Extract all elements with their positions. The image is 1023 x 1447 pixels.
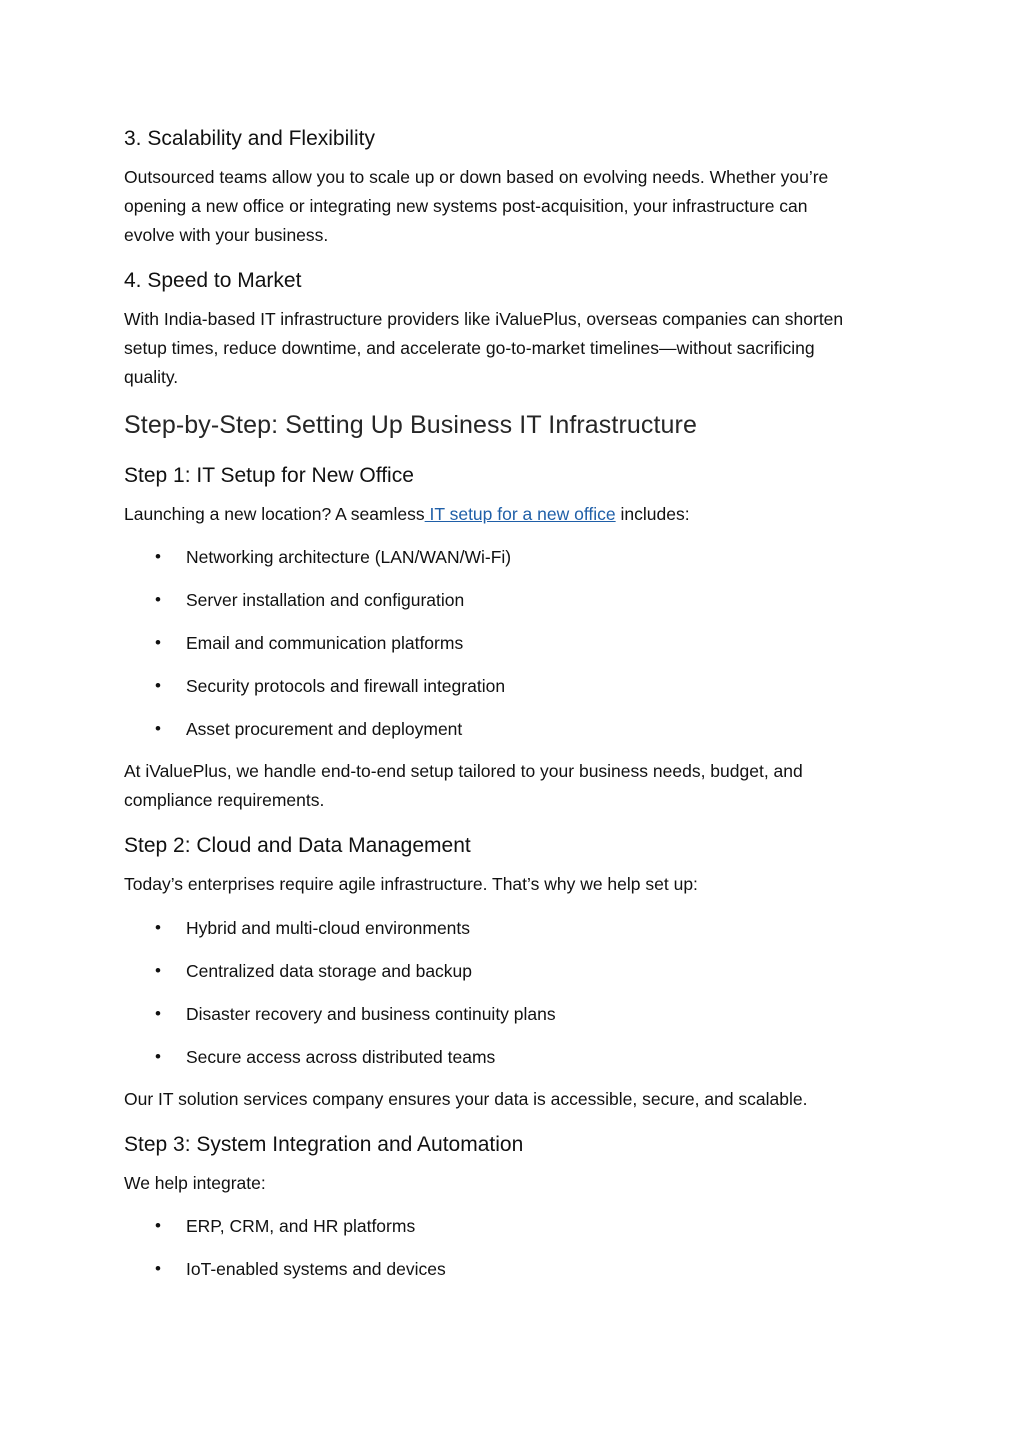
it-setup-link[interactable]: IT setup for a new office: [424, 504, 616, 524]
list-item-text: Asset procurement and deployment: [186, 719, 463, 739]
list-item: [155, 1044, 496, 1070]
step2-intro: Today’s enterprises require agile infrastructure. That’s why we help set up:: [124, 874, 698, 894]
list-item: [155, 1001, 556, 1027]
step1-intro-text: Launching a new location? A seamless: [124, 504, 425, 524]
list-item-text: Centralized data storage and backup: [186, 961, 473, 981]
step2-outro: Our IT solution services company ensures your data is accessible, secure, and scalable.: [124, 1089, 808, 1109]
paragraph-line: quality.: [124, 367, 179, 387]
bullet-icon: •: [155, 1004, 161, 1023]
list-item: [155, 1256, 446, 1282]
list-item-text: Security protocols and firewall integration: [186, 676, 506, 696]
step1-intro-suffix: includes:: [615, 504, 690, 524]
step1-intro: [124, 500, 904, 529]
paragraph-line: Outsourced teams allow you to scale up or down based on evolving needs. Whether you’re: [124, 167, 829, 187]
list-item-text: ERP, CRM, and HR platforms: [186, 1216, 416, 1236]
paragraph-line: opening a new office or integrating new systems post-acquisition, your infrastructure can: [124, 196, 808, 216]
list-item-text: IoT-enabled systems and devices: [186, 1259, 446, 1279]
paragraph-line: With India-based IT infrastructure providers like iValuePlus, overseas companies can shorten: [124, 309, 844, 329]
bullet-icon: •: [155, 1259, 161, 1278]
paragraph-line: At iValuePlus, we handle end-to-end setup tailored to your business needs, budget, and: [124, 761, 803, 781]
paragraph-line: setup times, reduce downtime, and accelerate go-to-market timelines—without sacrificing: [124, 338, 815, 358]
list-item: [155, 958, 473, 984]
paragraph-line: evolve with your business.: [124, 225, 329, 245]
step2-heading: Step 2: Cloud and Data Management: [124, 834, 471, 857]
list-item-text: Hybrid and multi-cloud environments: [186, 918, 471, 938]
bullet-icon: •: [155, 590, 161, 609]
list-item: [155, 587, 465, 613]
list-item: [155, 544, 512, 570]
bullet-icon: •: [155, 961, 161, 980]
list-item-text: Disaster recovery and business continuity plans: [186, 1004, 556, 1024]
list-item-text: Secure access across distributed teams: [186, 1047, 496, 1067]
list-item-text: Email and communication platforms: [186, 633, 464, 653]
list-item: [155, 915, 471, 941]
bullet-icon: •: [155, 918, 161, 937]
section-heading-speed: 4. Speed to Market: [124, 269, 302, 292]
guide-heading: Step-by-Step: Setting Up Business IT Infrastructure: [124, 411, 697, 439]
bullet-icon: •: [155, 547, 161, 566]
list-item: [155, 716, 463, 742]
step3-heading: Step 3: System Integration and Automation: [124, 1133, 524, 1156]
bullet-icon: •: [155, 633, 161, 652]
bullet-icon: •: [155, 676, 161, 695]
bullet-icon: •: [155, 1047, 161, 1066]
bullet-icon: •: [155, 1216, 161, 1235]
paragraph-line: compliance requirements.: [124, 790, 325, 810]
bullet-icon: •: [155, 719, 161, 738]
list-item-text: Server installation and configuration: [186, 590, 465, 610]
list-item: [155, 673, 506, 699]
list-item: [155, 630, 464, 656]
section-heading-scalability: 3. Scalability and Flexibility: [124, 127, 375, 150]
step1-heading: Step 1: IT Setup for New Office: [124, 464, 414, 487]
list-item: [155, 1213, 416, 1239]
step3-intro: We help integrate:: [124, 1173, 266, 1193]
list-item-text: Networking architecture (LAN/WAN/Wi-Fi): [186, 547, 512, 567]
